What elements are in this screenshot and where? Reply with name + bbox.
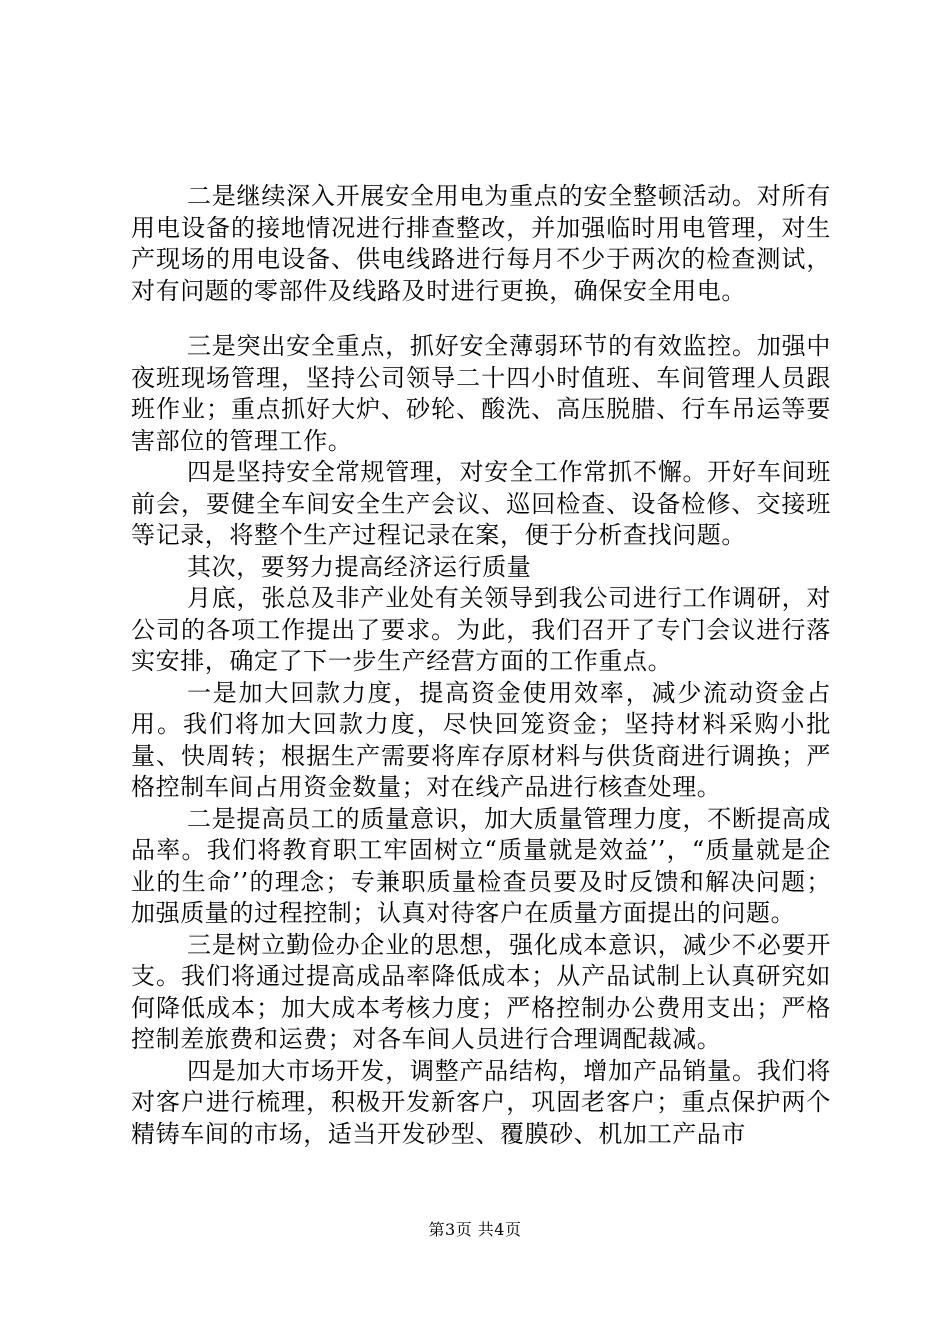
page-number-footer: 第3页 共4页 (428, 1220, 522, 1239)
paragraph-safe-electricity: 二是继续深入开展安全用电为重点的安全整顿活动。对所有用电设备的接地情况进行排查整改，并加强临时用电管理，对生产现场的用电设备、供电线路进行每月不少于两次的检查测试，对有问题的零部件及线路及时进行更换，确保安全用电。 (131, 182, 831, 305)
paragraph-safety-focus: 三是突出安全重点，抓好安全薄弱环节的有效监控。加强中夜班现场管理，坚持公司领导二十四小时值班、车间管理人员跟班作业；重点抓好大炉、砂轮、酸洗、高压脱腊、行车吊运等要害部位的管理工作。 (131, 332, 831, 455)
document-body (131, 181, 831, 1150)
paragraph-quality-awareness: 二是提高员工的质量意识，加大质量管理力度，不断提高成品率。我们将教育职工牢固树立“质量就是效益’’，“质量就是企业的生命’’的理念；专兼职质量检查员要及时反馈和解决问题；加强质量的过程控制；认真对待客户在质量方面提出的问题。 (131, 804, 831, 927)
section-heading-economic-quality: 其次，要努力提高经济运行质量 (187, 552, 532, 581)
paragraph-market-development: 四是加大市场开发，调整产品结构，增加产品销量。我们将对客户进行梳理，积极开发新客户，巩固老客户；重点保护两个精铸车间的市场，适当开发砂型、覆膜砂、机加工产品市 (131, 1056, 831, 1148)
paragraph-payment-collection: 一是加大回款力度，提高资金使用效率，减少流动资金占用。我们将加大回款力度，尽快回笼资金；坚持材料采购小批量、快周转；根据生产需要将库存原材料与供货商进行调换；严格控制车间占用资金数量；对在线产品进行核查处理。 (131, 678, 831, 801)
paragraph-cost-control: 三是树立勤俭办企业的思想，强化成本意识，减少不必要开支。我们将通过提高成品率降低成本；从产品试制上认真研究如何降低成本；加大成本考核力度；严格控制办公费用支出；严格控制差旅费和运费；对各车间人员进行合理调配裁减。 (131, 930, 831, 1053)
paragraph-research-visit: 月底，张总及非产业处有关领导到我公司进行工作调研，对公司的各项工作提出了要求。为此，我们召开了专门会议进行落实安排，确定了下一步生产经营方面的工作重点。 (131, 584, 831, 675)
paragraph-safety-routine: 四是坚持安全常规管理，对安全工作常抓不懈。开好车间班前会，要健全车间安全生产会议、巡回检查、设备检修、交接班等记录，将整个生产过程记录在案，便于分析查找问题。 (131, 458, 831, 549)
